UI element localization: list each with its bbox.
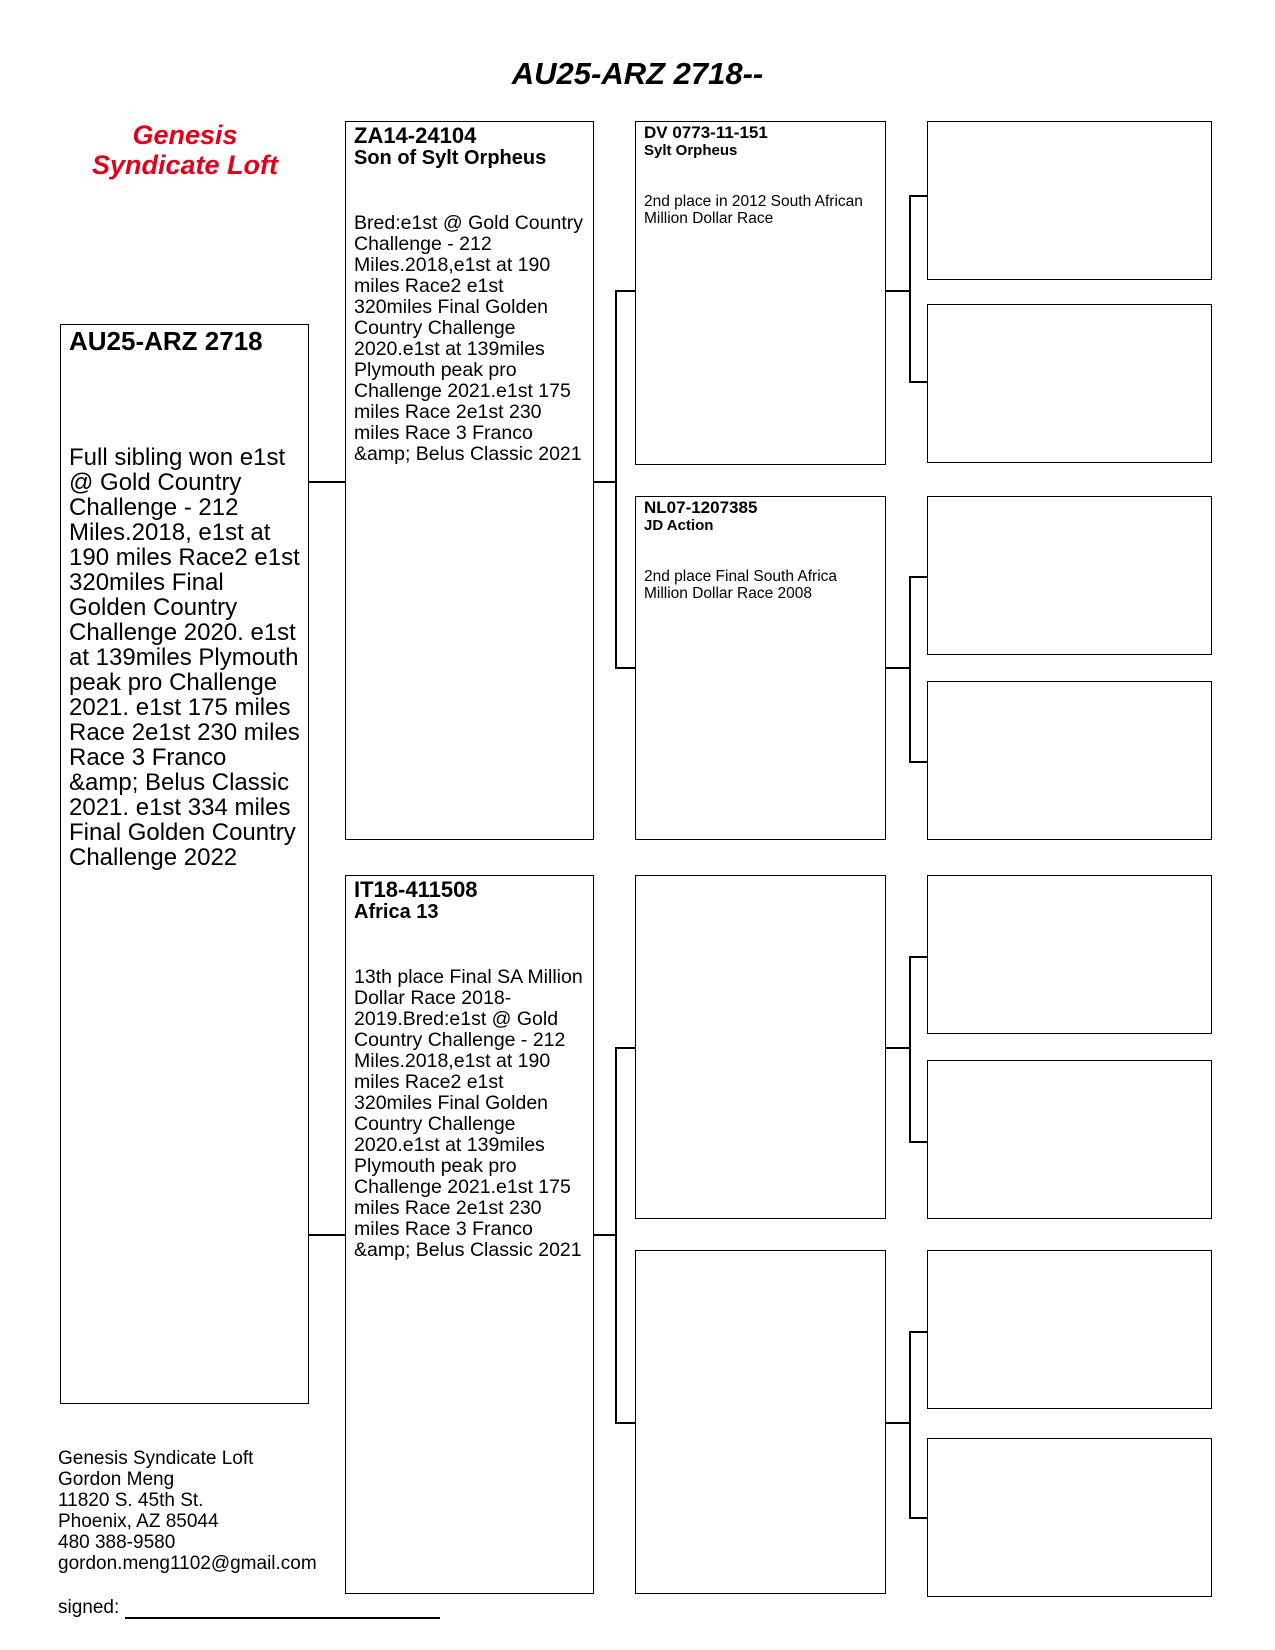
contact-name: Gordon Meng: [58, 1469, 175, 1490]
gen3-box-3: [927, 496, 1212, 655]
sire-dam-ring: NL07-1207385: [644, 498, 758, 517]
dam-notes: 13th place Final SA Million Dollar Race 2018-2019.Bred:e1st @ Gold Country Challenge - 212 Miles.2018,e1st at 190 miles Race2 e1st 320miles Final Golden Country Challenge 2020.e1st at 139miles Plymouth peak pro Challenge 2021.e1st 175 miles Race 2e1st 230 miles Race 3 Franco &amp; Belus Classic 2021: [354, 966, 583, 1261]
subject-notes: Full sibling won e1st @ Gold Country Challenge - 212 Miles.2018, e1st at 190 miles Race2 e1st 320miles Final Golden Country Challenge 2020. e1st at 139miles Plymouth peak pro Challenge 2021. e1st 175 miles Race 2e1st 230 miles Race 3 Franco &amp; Belus Classic 2021. e1st 334 miles Final Golden Country Challenge 2022: [69, 444, 300, 871]
contact-city: Phoenix, AZ 85044: [58, 1511, 219, 1532]
contact-block: [58, 1448, 317, 1574]
connector-line: [309, 1234, 345, 1236]
gen3-box-2: [927, 304, 1212, 463]
sire-sire-box: [635, 121, 886, 465]
connector-line: [886, 667, 910, 669]
connector-line: [909, 956, 927, 958]
connector-line: [909, 761, 927, 763]
connector-line: [615, 290, 635, 292]
gen3-box-8: [927, 1438, 1212, 1597]
connector-line: [615, 290, 617, 668]
sire-name: Son of Sylt Orpheus: [354, 147, 547, 169]
gen3-box-7: [927, 1250, 1212, 1409]
connector-line: [909, 1331, 927, 1333]
sire-dam-name: JD Action: [644, 517, 714, 534]
connector-line: [615, 1422, 635, 1424]
dam-box: [345, 875, 594, 1594]
sire-sire-ring: DV 0773-11-151: [644, 123, 768, 142]
connector-line: [309, 481, 345, 483]
contact-street: 11820 S. 45th St.: [58, 1490, 204, 1511]
page-title: AU25-ARZ 2718--: [511, 56, 764, 91]
subject-bird-box: [60, 324, 309, 1404]
loft-name: [60, 120, 310, 180]
connector-line: [909, 1517, 927, 1519]
connector-line: [615, 1047, 635, 1049]
gen3-box-5: [927, 875, 1212, 1034]
connector-line: [909, 1331, 911, 1518]
connector-line: [615, 667, 635, 669]
subject-ring: AU25-ARZ 2718: [69, 326, 263, 356]
connector-line: [594, 1234, 616, 1236]
sire-ring: ZA14-24104: [354, 123, 477, 148]
connector-line: [886, 1422, 910, 1424]
gen3-box-4: [927, 681, 1212, 840]
dam-sire-box: [635, 875, 886, 1219]
sire-dam-notes: 2nd place Final South Africa Million Dollar Race 2008: [644, 568, 838, 602]
dam-ring: IT18-411508: [354, 877, 478, 902]
gen3-box-1: [927, 121, 1212, 280]
signature-line[interactable]: [125, 1617, 440, 1619]
sire-sire-name: Sylt Orpheus: [644, 142, 738, 159]
loft-name-line1: Genesis: [132, 120, 238, 150]
contact-email: gordon.meng1102@gmail.com: [58, 1553, 317, 1574]
connector-line: [886, 1047, 910, 1049]
sire-notes: Bred:e1st @ Gold Country Challenge - 212 Miles.2018,e1st at 190 miles Race2 e1st 320miles Final Golden Country Challenge 2020.e1st at 139miles Plymouth peak pro Challenge 2021.e1st 175 miles Race 2e1st 230 miles Race 3 Franco &amp; Belus Classic 2021: [354, 212, 583, 465]
contact-phone: 480 388-9580: [58, 1532, 176, 1553]
dam-name: Africa 13: [354, 901, 439, 923]
connector-line: [909, 195, 927, 197]
connector-line: [909, 956, 911, 1142]
connector-line: [886, 290, 910, 292]
contact-loft: Genesis Syndicate Loft: [58, 1448, 254, 1469]
connector-line: [909, 576, 911, 762]
loft-name-line2: Syndicate Loft: [91, 150, 279, 180]
sire-box: [345, 121, 594, 840]
connector-line: [615, 1047, 617, 1423]
gen3-box-6: [927, 1060, 1212, 1219]
connector-line: [909, 576, 927, 578]
connector-line: [909, 1141, 927, 1143]
sire-sire-notes: 2nd place in 2012 South African Million Dollar Race: [644, 193, 863, 227]
signature-label: signed:: [58, 1597, 120, 1618]
connector-line: [909, 195, 911, 382]
sire-dam-box: [635, 496, 886, 840]
connector-line: [594, 481, 616, 483]
connector-line: [909, 381, 927, 383]
dam-dam-box: [635, 1250, 886, 1594]
